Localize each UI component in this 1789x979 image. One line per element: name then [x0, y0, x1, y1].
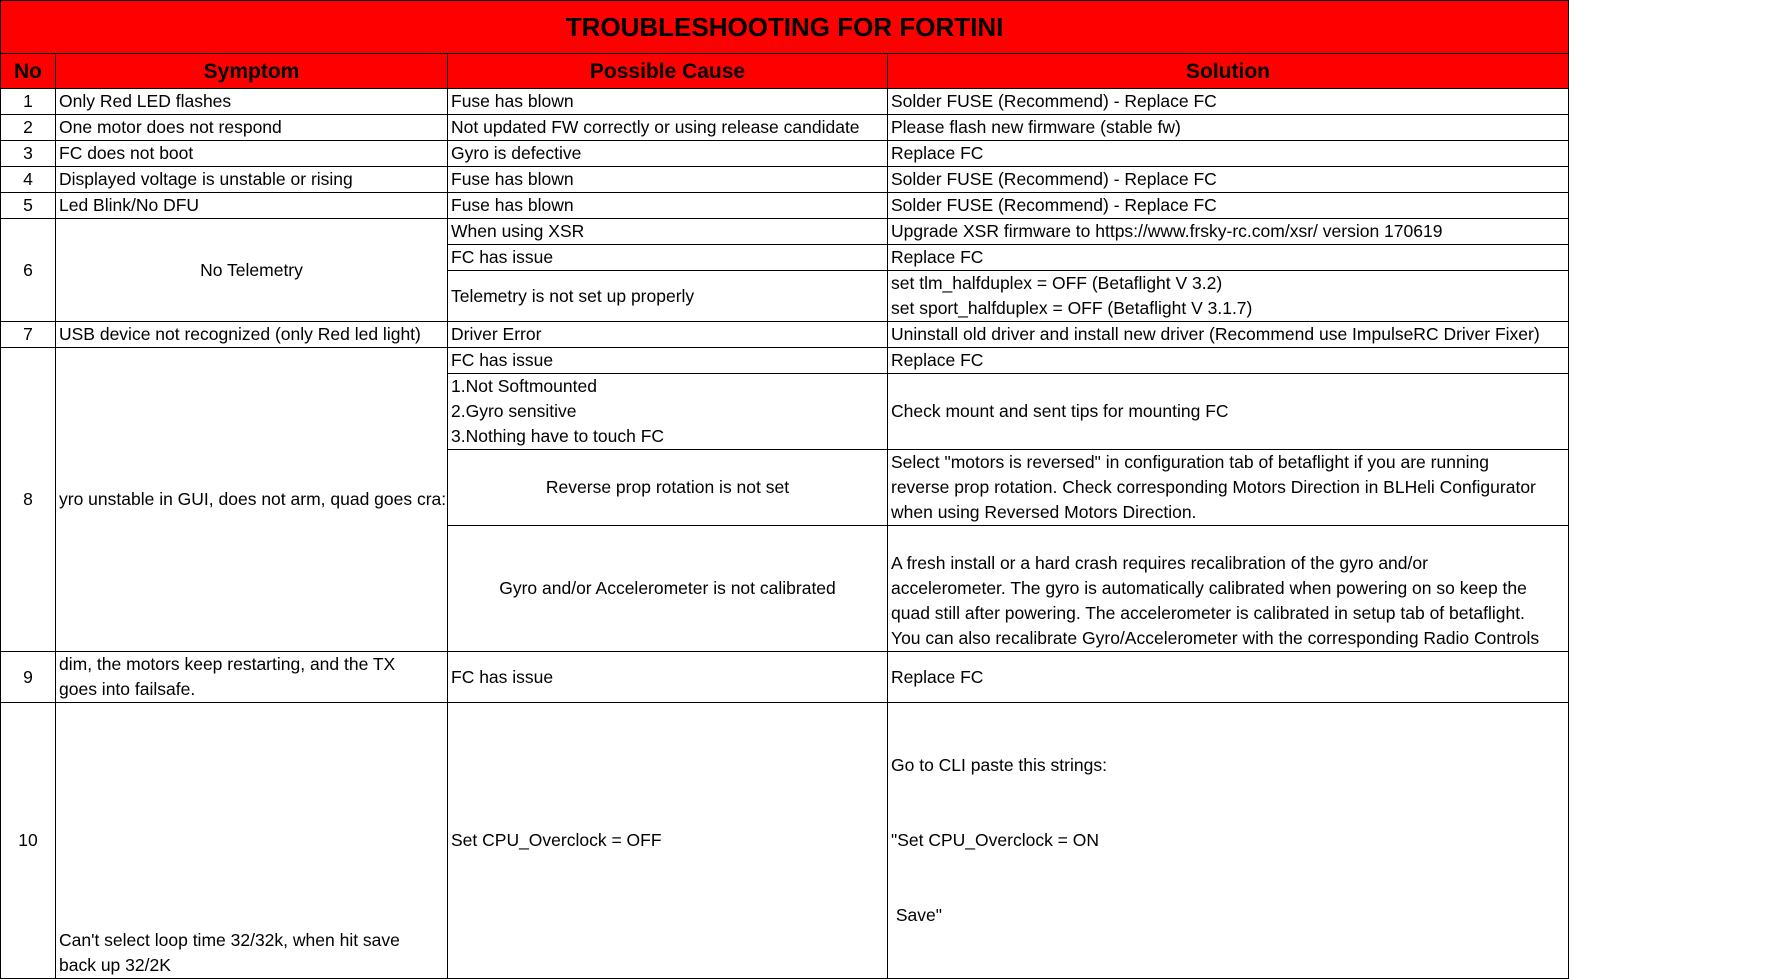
solution-cell: [888, 526, 1569, 652]
solution-line: A fresh install or a hard crash requires recalibration of the gyro and/or: [891, 553, 1428, 573]
solution-cell: Solder FUSE (Recommend) - Replace FC: [888, 167, 1569, 193]
solution-line: "Set CPU_Overclock = ON: [891, 830, 1100, 850]
cause-line: 3.Nothing have to touch FC: [451, 426, 665, 446]
cause-cell: FC has issue: [448, 348, 888, 374]
solution-cell: Replace FC: [888, 348, 1569, 374]
cause-cell: Fuse has blown: [448, 167, 888, 193]
solution-cell: Solder FUSE (Recommend) - Replace FC: [888, 193, 1569, 219]
cause-cell: FC has issue: [448, 245, 888, 271]
cause-cell: Set CPU_Overclock = OFF: [448, 703, 888, 979]
cause-cell: Reverse prop rotation is not set: [448, 450, 888, 526]
sheet-title: TROUBLESHOOTING FOR FORTINI: [1, 1, 1569, 54]
symptom-line: goes into failsafe.: [59, 679, 196, 699]
symptom-line: back up 32/2K: [59, 955, 171, 975]
solution-cell: [888, 450, 1569, 526]
cause-cell: Gyro is defective: [448, 141, 888, 167]
table-row: [1, 167, 1569, 193]
table-row: [1, 193, 1569, 219]
row-number: 8: [1, 348, 56, 652]
row-number: 6: [1, 219, 56, 322]
row-number: 1: [1, 89, 56, 115]
table-row: [1, 348, 1569, 374]
symptom-cell: Displayed voltage is unstable or rising: [56, 167, 448, 193]
cause-cell: Not updated FW correctly or using release candidate: [448, 115, 888, 141]
symptom-cell: Led Blink/No DFU: [56, 193, 448, 219]
solution-cell: Uninstall old driver and install new driver (Recommend use ImpulseRC Driver Fixer): [888, 322, 1569, 348]
solution-line: when using Reversed Motors Direction.: [891, 502, 1197, 522]
cause-cell: [448, 374, 888, 450]
solution-cell: Solder FUSE (Recommend) - Replace FC: [888, 89, 1569, 115]
table-row: [1, 322, 1569, 348]
cause-cell: Gyro and/or Accelerometer is not calibrated: [448, 526, 888, 652]
header-possible-cause: Possible Cause: [448, 54, 888, 89]
cause-cell: Telemetry is not set up properly: [448, 271, 888, 322]
cause-cell: FC has issue: [448, 652, 888, 703]
solution-line: reverse prop rotation. Check corresponding Motors Direction in BLHeli Configurator: [891, 477, 1536, 497]
solution-cell: Replace FC: [888, 141, 1569, 167]
table-row: [1, 652, 1569, 703]
symptom-cell: [56, 703, 448, 979]
row-number: 4: [1, 167, 56, 193]
symptom-cell: yro unstable in GUI, does not arm, quad goes cra:: [56, 348, 448, 652]
cause-cell: Driver Error: [448, 322, 888, 348]
symptom-cell: One motor does not respond: [56, 115, 448, 141]
solution-line: You can also recalibrate Gyro/Accelerometer with the corresponding Radio Controls: [891, 628, 1540, 648]
row-number: 10: [1, 703, 56, 979]
solution-line: set sport_halfduplex = OFF (Betaflight V 3.1.7): [891, 298, 1253, 318]
solution-cell: Check mount and sent tips for mounting FC: [888, 374, 1569, 450]
symptom-cell: [56, 652, 448, 703]
table-row: [1, 89, 1569, 115]
cause-line: 2.Gyro sensitive: [451, 401, 577, 421]
row-number: 7: [1, 322, 56, 348]
solution-line: accelerometer. The gyro is automatically calibrated when powering on so keep the: [891, 578, 1527, 598]
symptom-cell: Only Red LED flashes: [56, 89, 448, 115]
table-row: [1, 703, 1569, 979]
solution-cell: Replace FC: [888, 652, 1569, 703]
solution-cell: Replace FC: [888, 245, 1569, 271]
header-no: No: [1, 54, 56, 89]
header-symptom: Symptom: [56, 54, 448, 89]
symptom-cell: FC does not boot: [56, 141, 448, 167]
cause-cell: Fuse has blown: [448, 89, 888, 115]
solution-line: Save": [891, 905, 942, 925]
solution-cell: [888, 271, 1569, 322]
row-number: 3: [1, 141, 56, 167]
solution-line: Go to CLI paste this strings:: [891, 755, 1107, 775]
row-number: 5: [1, 193, 56, 219]
solution-line: set tlm_halfduplex = OFF (Betaflight V 3.2): [891, 273, 1223, 293]
row-number: 9: [1, 652, 56, 703]
solution-cell: Upgrade XSR firmware to https://www.frsky-rc.com/xsr/ version 170619: [888, 219, 1569, 245]
solution-line: quad still after powering. The accelerometer is calibrated in setup tab of betaflight.: [891, 603, 1525, 623]
symptom-line: dim, the motors keep restarting, and the TX: [59, 654, 396, 674]
symptom-cell: USB device not recognized (only Red led light): [56, 322, 448, 348]
solution-line: Select "motors is reversed" in configuration tab of betaflight if you are running: [891, 452, 1490, 472]
table-row: [1, 141, 1569, 167]
row-number: 2: [1, 115, 56, 141]
cause-cell: When using XSR: [448, 219, 888, 245]
symptom-line: Can't select loop time 32/32k, when hit save: [59, 930, 400, 950]
cause-cell: Fuse has blown: [448, 193, 888, 219]
header-solution: Solution: [888, 54, 1569, 89]
cause-line: 1.Not Softmounted: [451, 376, 597, 396]
table-row: [1, 115, 1569, 141]
table-row: [1, 219, 1569, 245]
solution-cell: Please flash new firmware (stable fw): [888, 115, 1569, 141]
symptom-cell: No Telemetry: [56, 219, 448, 322]
solution-cell: [888, 703, 1569, 979]
